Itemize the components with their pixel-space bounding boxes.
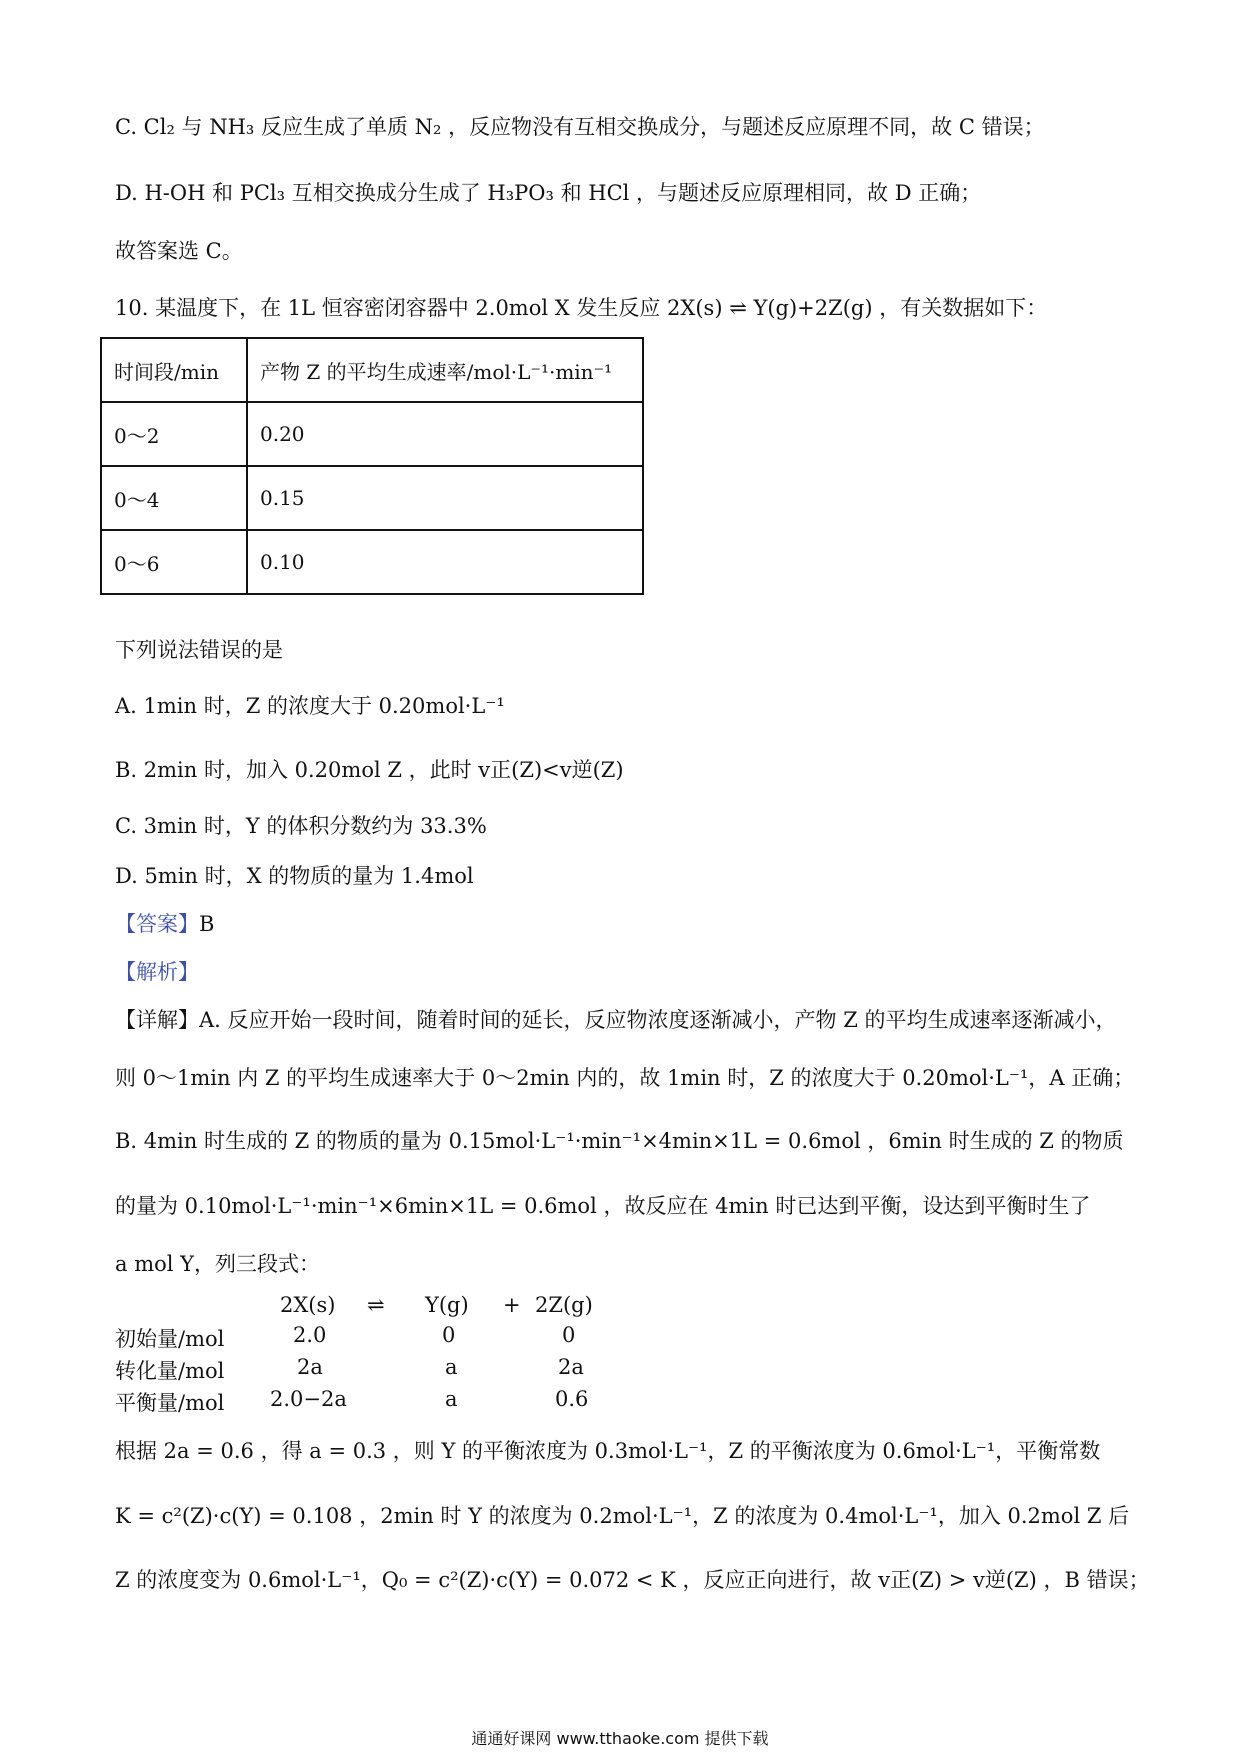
ice-cell: 2.0−2a (270, 1387, 347, 1411)
table-cell: 0.15 (247, 466, 643, 530)
detail-line: 【详解】A. 反应开始一段时间，随着时间的延长，反应物浓度逐渐减小，产物 Z 的平均生成速率逐渐减小， (115, 1008, 1117, 1032)
ice-cell: 2.0 (293, 1323, 327, 1347)
table-header-row (101, 338, 643, 402)
ice-cell: a (445, 1355, 458, 1379)
answer-value: B (199, 912, 215, 936)
table-row (101, 402, 643, 466)
detail-line: 的量为 0.10mol·L⁻¹·min⁻¹×6min×1L = 0.6mol ，故反应在 4min 时已达到平衡，设达到平衡时生了 (115, 1194, 1091, 1218)
option-b: B. 2min 时，加入 0.20mol Z ，此时 v正(Z)<v逆(Z) (115, 758, 624, 782)
table-header-cell: 时间段/min (101, 338, 247, 402)
option-d: D. 5min 时，X 的物质的量为 1.4mol (115, 864, 474, 888)
ice-cell: 0.6 (555, 1387, 589, 1411)
table-cell: 0.20 (247, 402, 643, 466)
option-a: A. 1min 时，Z 的浓度大于 0.20mol·L⁻¹ (115, 694, 505, 718)
detail-line: 则 0～1min 内 Z 的平均生成速率大于 0～2min 内的，故 1min 时，Z 的浓度大于 0.20mol·L⁻¹，A 正确； (115, 1066, 1135, 1090)
ice-row-label: 平衡量/mol (115, 1391, 225, 1415)
answer-label: 【答案】 (115, 912, 199, 936)
table-row (101, 466, 643, 530)
detail-line: B. 4min 时生成的 Z 的物质的量为 0.15mol·L⁻¹·min⁻¹×4min×1L = 0.6mol ，6min 时生成的 Z 的物质 (115, 1129, 1124, 1153)
ice-cell: 0 (442, 1323, 456, 1347)
table-header-cell: 产物 Z 的平均生成速率/mol·L⁻¹·min⁻¹ (247, 338, 643, 402)
table-cell: 0.10 (247, 530, 643, 594)
option-d-prev: D. H-OH 和 PCl₃ 互相交换成分生成了 H₃PO₃ 和 HCl ，与题述反应原理相同，故 D 正确； (115, 181, 982, 205)
detail-line: K = c²(Z)·c(Y) = 0.108 ，2min 时 Y 的浓度为 0.2mol·L⁻¹，Z 的浓度为 0.4mol·L⁻¹，加入 0.2mol Z 后 (115, 1504, 1130, 1528)
ice-header-arrow: ⇌ (367, 1293, 385, 1317)
detail-line: a mol Y，列三段式： (115, 1252, 321, 1276)
ice-cell: 0 (562, 1323, 576, 1347)
page-footer: 通通好课网 www.tthaoke.com 提供下载 (471, 1729, 769, 1748)
ice-row-label: 初始量/mol (115, 1327, 225, 1351)
table-row (101, 530, 643, 594)
ice-cell: 2a (297, 1355, 323, 1379)
detail-line: 根据 2a = 0.6 ，得 a = 0.3 ，则 Y 的平衡浓度为 0.3mol·L⁻¹，Z 的平衡浓度为 0.6mol·L⁻¹，平衡常数 (115, 1439, 1101, 1463)
question-10-stem: 10. 某温度下，在 1L 恒容密闭容器中 2.0mol X 发生反应 2X(s) ⇌ Y(g)+2Z(g) ，有关数据如下： (115, 296, 1048, 320)
ice-header-z: 2Z(g) (535, 1293, 593, 1317)
table-cell: 0～4 (101, 466, 247, 530)
analysis-label: 【解析】 (115, 960, 199, 984)
ice-header-y: Y(g) (425, 1293, 469, 1317)
question-prompt: 下列说法错误的是 (115, 638, 283, 662)
table-cell: 0～2 (101, 402, 247, 466)
table-cell: 0～6 (101, 530, 247, 594)
rate-table (100, 337, 644, 595)
ice-header-plus: + (503, 1293, 521, 1317)
ice-row-label: 转化量/mol (115, 1359, 225, 1383)
option-c-prev: C. Cl₂ 与 NH₃ 反应生成了单质 N₂ ，反应物没有互相交换成分，与题述反应原理不同，故 C 错误； (115, 115, 1045, 139)
answer-line (115, 910, 214, 938)
ice-cell: a (445, 1387, 458, 1411)
detail-line: Z 的浓度变为 0.6mol·L⁻¹，Q₀ = c²(Z)·c(Y) = 0.072 < K ，反应正向进行，故 v正(Z) > v逆(Z) ，B 错误； (115, 1568, 1150, 1592)
option-c: C. 3min 时，Y 的体积分数约为 33.3% (115, 814, 487, 838)
ice-cell: 2a (558, 1355, 584, 1379)
ice-header-x: 2X(s) (280, 1293, 336, 1317)
answer-selected-prev: 故答案选 C。 (115, 239, 243, 263)
